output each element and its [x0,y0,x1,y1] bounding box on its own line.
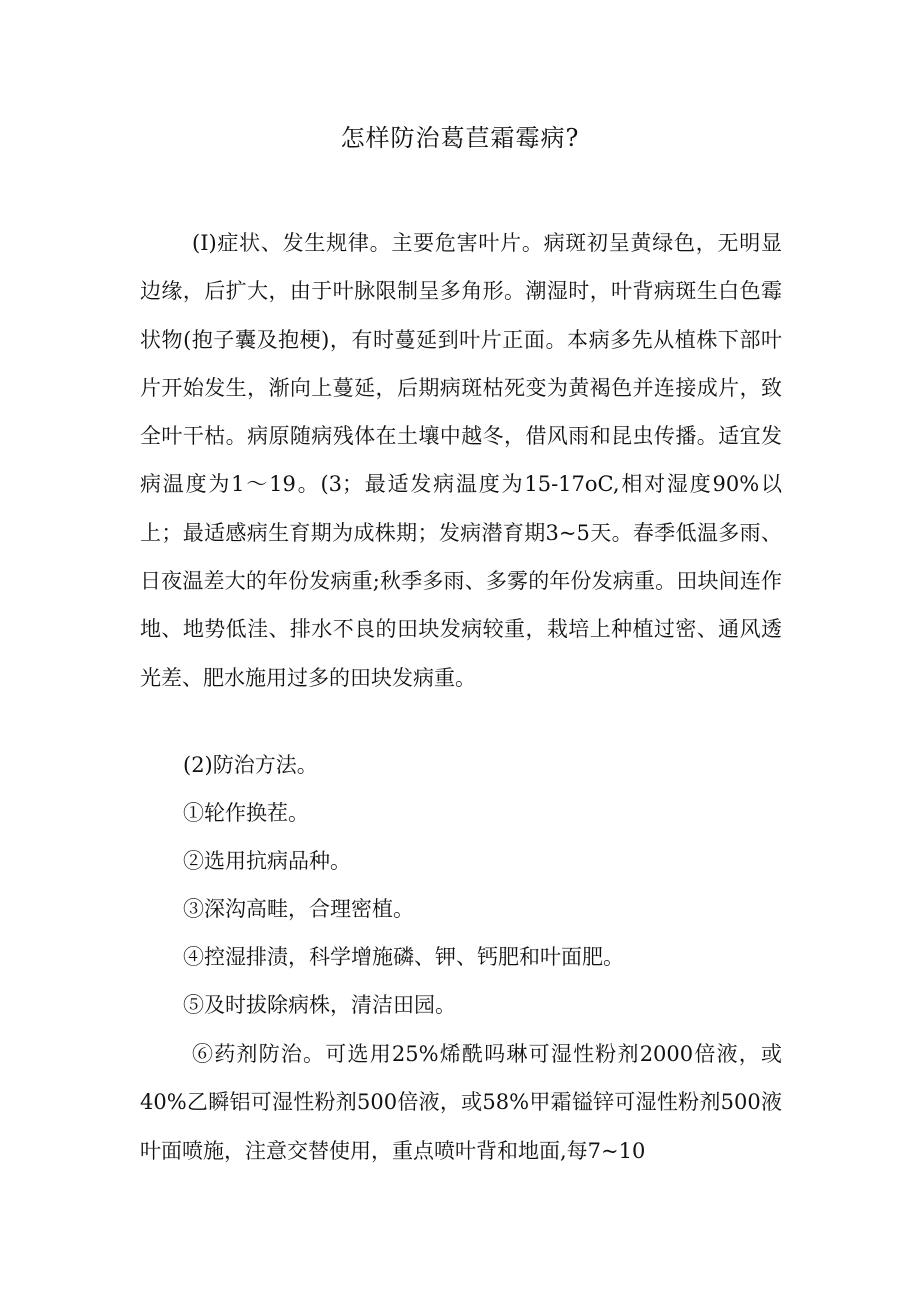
list-item: ③深沟高畦，合理密植。 [183,897,414,921]
list-item: ⑤及时拔除病株，清洁田园。 [183,993,456,1017]
chemical-control-paragraph: ⑥药剂防治。可选用25%烯酰吗琳可湿性粉剂2000倍液，或40%乙瞬铝可湿性粉剂500倍液，或58%甲霜镒锌可湿性粉剂500液叶面喷施，注意交替使用，重点喷叶背和地面,每7~10 [140,1042,782,1163]
list-item: ①轮作换茬。 [183,801,309,825]
symptoms-paragraph: (I)症状、发生规律。主要危害叶片。病斑初呈黄绿色，无明显边缘，后扩大，由于叶脉限制呈多角形。潮湿时，叶背病斑生白色霉状物(抱子囊及抱梗)，有时蔓延到叶片正面。本病多先从植株下部叶片开始发生，渐向上蔓延，后期病斑枯死变为黄褐色并连接成片，致全叶干枯。病原随病残体在土壤中越冬，借风雨和昆虫传播。适宜发病温度为1〜19。(3；最适发病温度为15-17oC,相对湿度90%以上；最适感病生育期为成株期；发病潜育期3~5天。春季低温多雨、日夜温差大的年份发病重;秋季多雨、多雾的年份发病重。田块间连作地、地势低洼、排水不良的田块发病较重，栽培上种植过密、通风透光差、肥水施用过多的田块发病重。 [140,231,782,690]
document-title: 怎样防治葛苣霜霉病? [340,124,580,152]
control-methods-heading: (2)防治方法。 [183,753,318,777]
list-item: ④控湿排渍，科学增施磷、钾、钙肥和叶面肥。 [183,945,624,969]
list-item: ②选用抗病品种。 [183,849,351,873]
